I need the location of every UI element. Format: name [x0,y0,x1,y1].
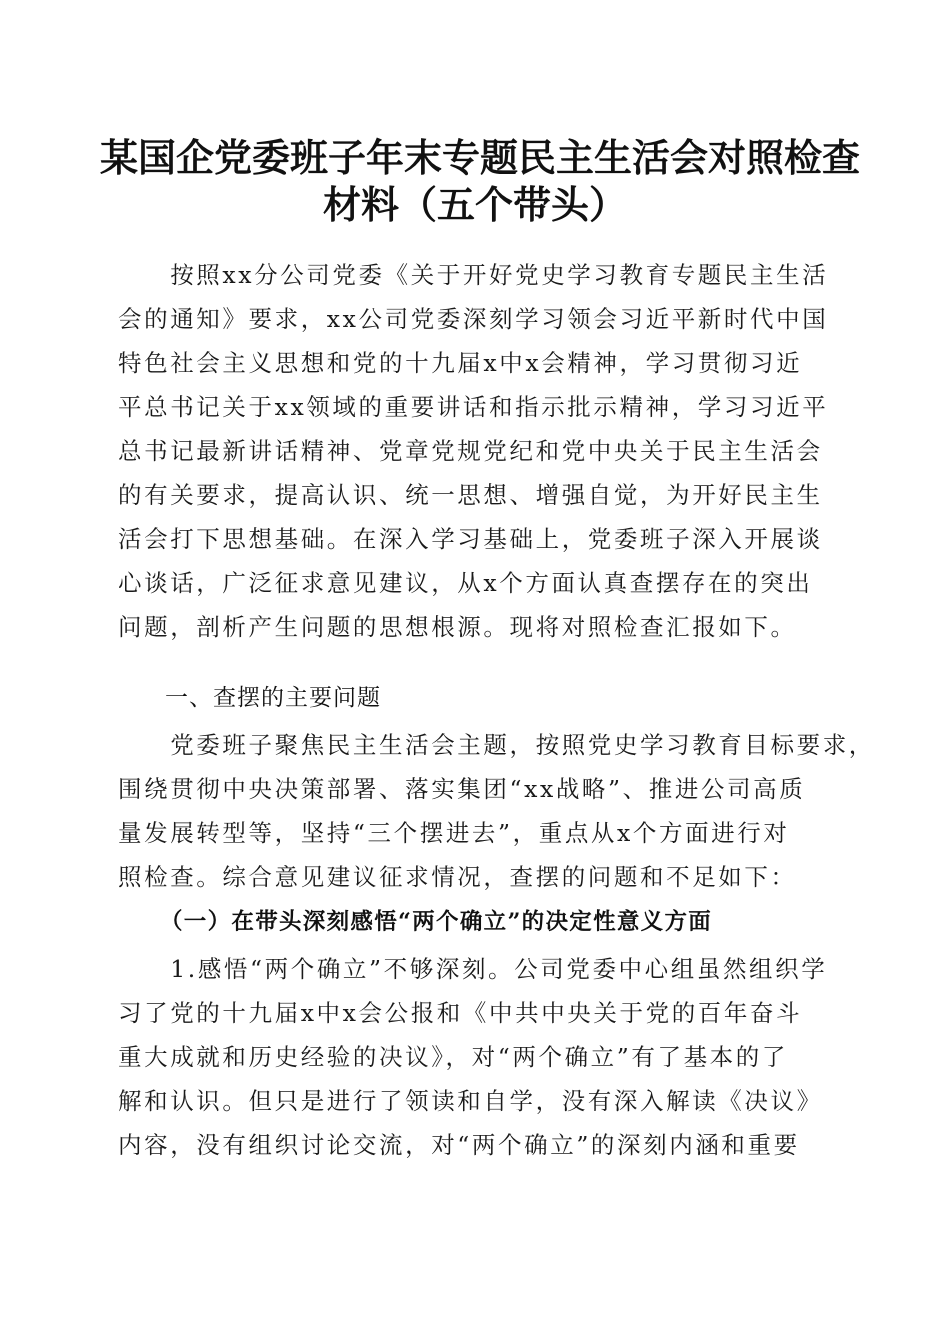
section1-line: 量发展转型等，坚持“三个摆进去”，重点从x个方面进行对 [118,819,790,847]
intro-line: 平总书记关于xx领域的重要讲话和指示批示精神，学习习近平 [118,393,829,421]
intro-line: 的有关要求，提高认识、统一思想、增强自觉，为开好民主生 [118,481,823,509]
intro-line: 问题，剖析产生问题的思想根源。现将对照检查汇报如下。 [118,613,797,641]
intro-line: 心谈话，广泛征求意见建议，从x个方面认真查摆存在的突出 [118,569,813,597]
point1-line: 重大成就和历史经验的决议》，对“两个确立”有了基本的了 [118,1043,788,1071]
point1-line: 内容，没有组织讨论交流，对“两个确立”的深刻内涵和重要 [118,1131,800,1159]
section1-line: 党委班子聚焦民主生活会主题，按照党史学习教育目标要求， [118,731,875,759]
document-title-line-2: 材料（五个带头） [322,182,627,227]
document-title-line-1: 某国企党委班子年末专题民主生活会对照检查 [100,135,861,180]
subsection-heading-1: （一）在带头深刻感悟“两个确立”的决定性意义方面 [160,909,713,935]
point1-line: 解和认识。但只是进行了领读和自学，没有深入解读《决议》 [118,1087,823,1115]
point1-line: 习了党的十九届x中x会公报和《中共中央关于党的百年奋斗 [118,999,803,1027]
intro-line: 活会打下思想基础。在深入学习基础上，党委班子深入开展谈 [118,525,823,553]
intro-line: 总书记最新讲话精神、党章党规党纪和党中央关于民主生活会 [118,437,823,465]
intro-line: 特色社会主义思想和党的十九届x中x会精神，学习贯彻习近 [118,349,803,377]
section1-line: 围绕贯彻中央决策部署、落实集团“xx战略”、推进公司高质 [118,775,806,803]
point1-line: 1.感悟“两个确立”不够深刻。公司党委中心组虽然组织学 [118,955,828,983]
intro-line: 会的通知》要求，xx公司党委深刻学习领会习近平新时代中国 [118,305,829,333]
section-heading-1: 一、查摆的主要问题 [165,685,381,711]
section1-line: 照检查。综合意见建议征求情况，查摆的问题和不足如下： [118,863,797,891]
intro-line: 按照xx分公司党委《关于开好党史学习教育专题民主生活 [118,261,829,289]
